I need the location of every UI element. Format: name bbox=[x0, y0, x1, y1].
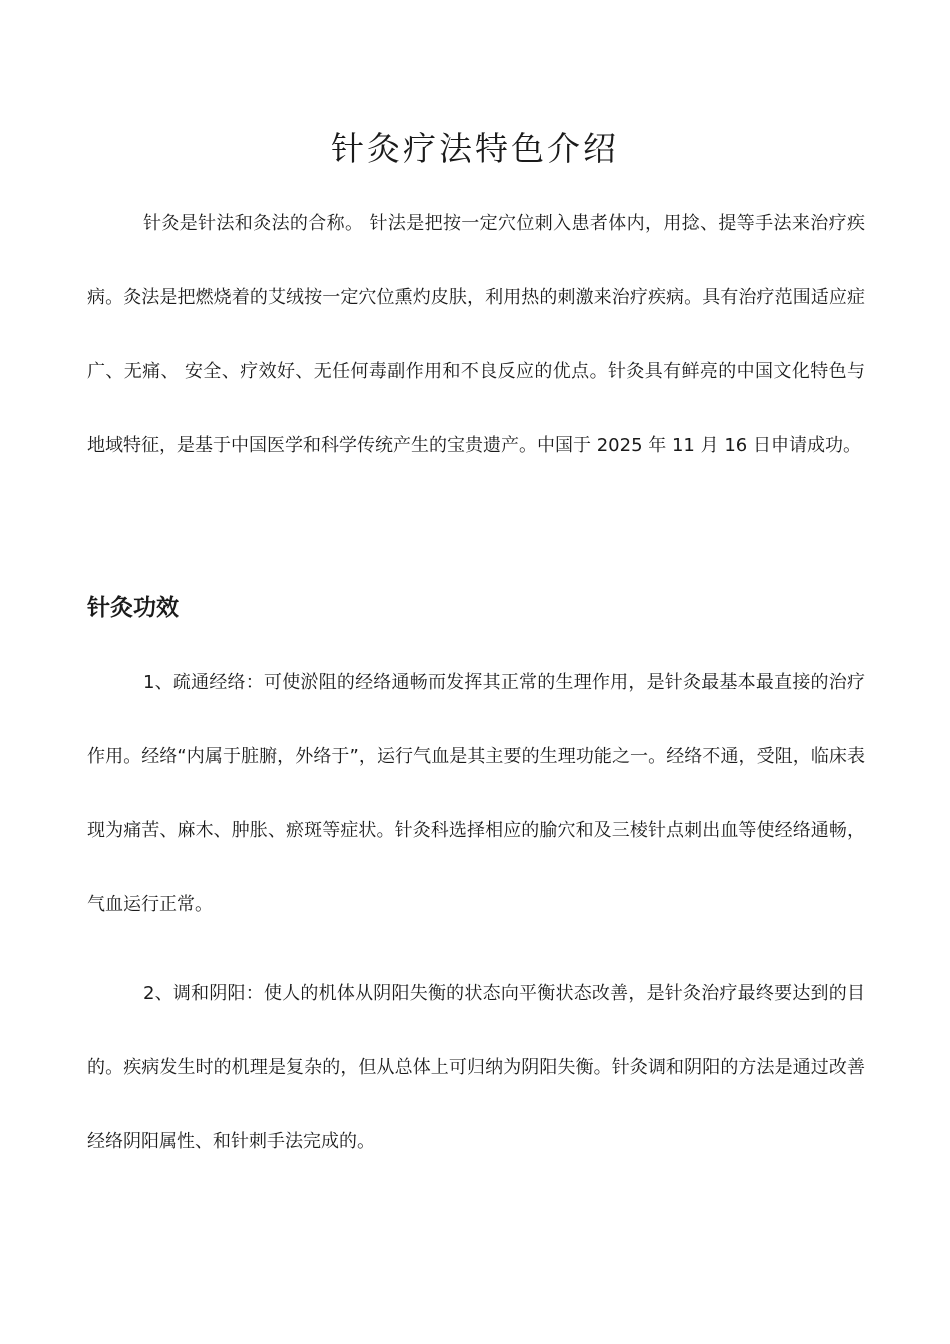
effect-paragraph-2: 2、调和阴阳：使人的机体从阴阳失衡的状态向平衡状态改善，是针灸治疗最终要达到的目的。疾病发生时的机理是复杂的，但从总体上可归纳为阴阳失衡。针灸调和阴阳的方法是通过改善经络阴阳属性、和针刺手法完成的。 bbox=[87, 983, 865, 1152]
document-title: 针灸疗法特色介绍 bbox=[331, 129, 619, 168]
intro-paragraph: 针灸是针法和灸法的合称。 针法是把按一定穴位刺入患者体内，用捻、提等手法来治疗疾病。灸法是把燃烧着的艾绒按一定穴位熏灼皮肤，利用热的刺激来治疗疾病。具有治疗范围适应症广、无痛、 安全、疗效好、无任何毒副作用和不良反应的优点。针灸具有鲜亮的中国文化特色与地域特征，是基于中国医学和科学传统产生的宝贵遗产。中国于 2025 年 11 月 16 日申请成功。 bbox=[87, 213, 865, 456]
section-heading: 针灸功效 bbox=[87, 595, 179, 621]
effect-paragraph-1: 1、疏通经络：可使淤阻的经络通畅而发挥其正常的生理作用，是针灸最基本最直接的治疗作用。经络“内属于脏腑，外络于”，运行气血是其主要的生理功能之一。经络不通，受阻，临床表现为痛苦、麻木、肿胀、瘀斑等症状。针灸科选择相应的腧穴和及三棱针点刺出血等使经络通畅，气血运行正常。 bbox=[87, 672, 865, 915]
